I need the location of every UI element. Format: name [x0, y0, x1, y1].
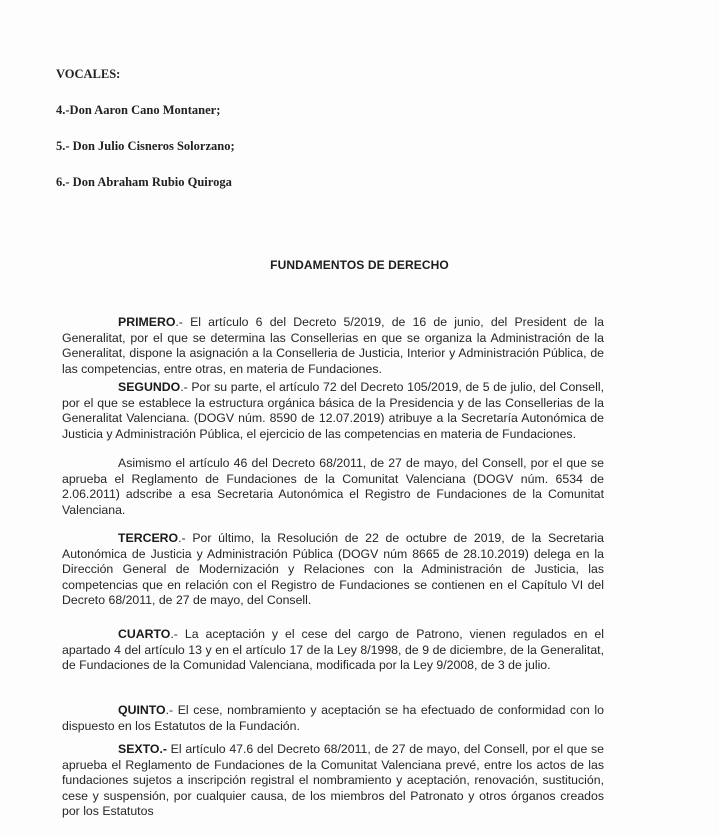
paragraph-label: CUARTO	[118, 627, 171, 641]
paragraph-text: El artículo 47.6 del Decreto 68/2011, de 27 de mayo, del Consell, por el que se aprueba el Reglamento de Fundaciones de la Comunitat Valenciana prevé, entre los actos de las fundaciones sujetos a inscripción registral el nombramiento y aceptación, renovación, sustitución, cese y suspensión, por cualquier causa, de los miembros del Patronato y otros órganos creados por los Estatutos	[62, 742, 604, 818]
paragraph-label: PRIMERO	[118, 315, 176, 329]
paragraph-tercero	[62, 531, 604, 609]
vocal-member: 4.-Don Aaron Cano Montaner;	[56, 103, 221, 117]
paragraph-label: SEGUNDO	[118, 380, 181, 394]
section-heading: FUNDAMENTOS DE DERECHO	[270, 258, 449, 272]
vocales-title: VOCALES:	[56, 67, 121, 81]
vocal-member: 5.- Don Julio Cisneros Solorzano;	[56, 139, 235, 153]
paragraph-text: .- Por último, la Resolución de 22 de octubre de 2019, de la Secretaria Autonómica de Justicia y Administración Pública (DOGV núm 8665 de 28.10.2019) delega en la Dirección General de Modernización y Relaciones con la Administración de Justicia, las competencias que en relación con el Registro de Fundaciones se contienen en el Capítulo VI del Decreto 68/2011, de 27 de mayo, del Consell.	[62, 531, 604, 607]
paragraph-quinto	[62, 703, 604, 734]
paragraph-cuarto	[62, 627, 604, 674]
paragraph-primero	[62, 315, 604, 377]
paragraph-sexto	[62, 742, 604, 820]
paragraph-segundo	[62, 380, 604, 442]
paragraph-label: QUINTO	[118, 703, 166, 717]
paragraph-label: SEXTO.-	[118, 742, 167, 756]
paragraph-text: .- El cese, nombramiento y aceptación se ha efectuado de conformidad con lo dispuesto en los Estatutos de la Fundación.	[62, 703, 604, 733]
vocales-list	[56, 66, 235, 210]
paragraph-text: .- La aceptación y el cese del cargo de Patrono, vienen regulados en el apartado 4 del artículo 13 y en el artículo 17 de la Ley 8/1998, de 9 de diciembre, de la Generalitat, de Fundaciones de la Comunidad Valenciana, modificada por la Ley 9/2008, de 3 de julio.	[62, 627, 604, 672]
vocal-member: 6.- Don Abraham Rubio Quiroga	[56, 175, 232, 189]
paragraph-label: TERCERO	[118, 531, 179, 545]
paragraph-asimismo	[62, 456, 604, 518]
paragraph-text: .- Por su parte, el artículo 72 del Decreto 105/2019, de 5 de julio, del Consell, por el que se establece la estructura orgánica básica de la Presidencia y de las Consellerias de la Generalitat Valenciana. (DOGV núm. 8590 de 12.07.2019) atribuye a la Secretaría Autonómica de Justicia y Administración Pública, el ejercicio de las competencias en materia de Fundaciones.	[62, 380, 604, 441]
paragraph-text: .- El artículo 6 del Decreto 5/2019, de 16 de junio, del President de la Generalitat, por el que se determina las Consellerias en que se organiza la Administración de la Generalitat, dispone la asignación a la Conselleria de Justicia, Interior y Administración Pública, de las competencias, entre otras, en materia de Fundaciones.	[62, 315, 604, 376]
paragraph-text: Asimismo el artículo 46 del Decreto 68/2011, de 27 de mayo, del Consell, por el que se aprueba el Reglamento de Fundaciones de la Comunitat Valenciana (DOGV núm. 6534 de 2.06.2011) adscribe a esa Secretaria Autonómica el Registro de Fundaciones de la Comunitat Valenciana.	[62, 456, 604, 517]
